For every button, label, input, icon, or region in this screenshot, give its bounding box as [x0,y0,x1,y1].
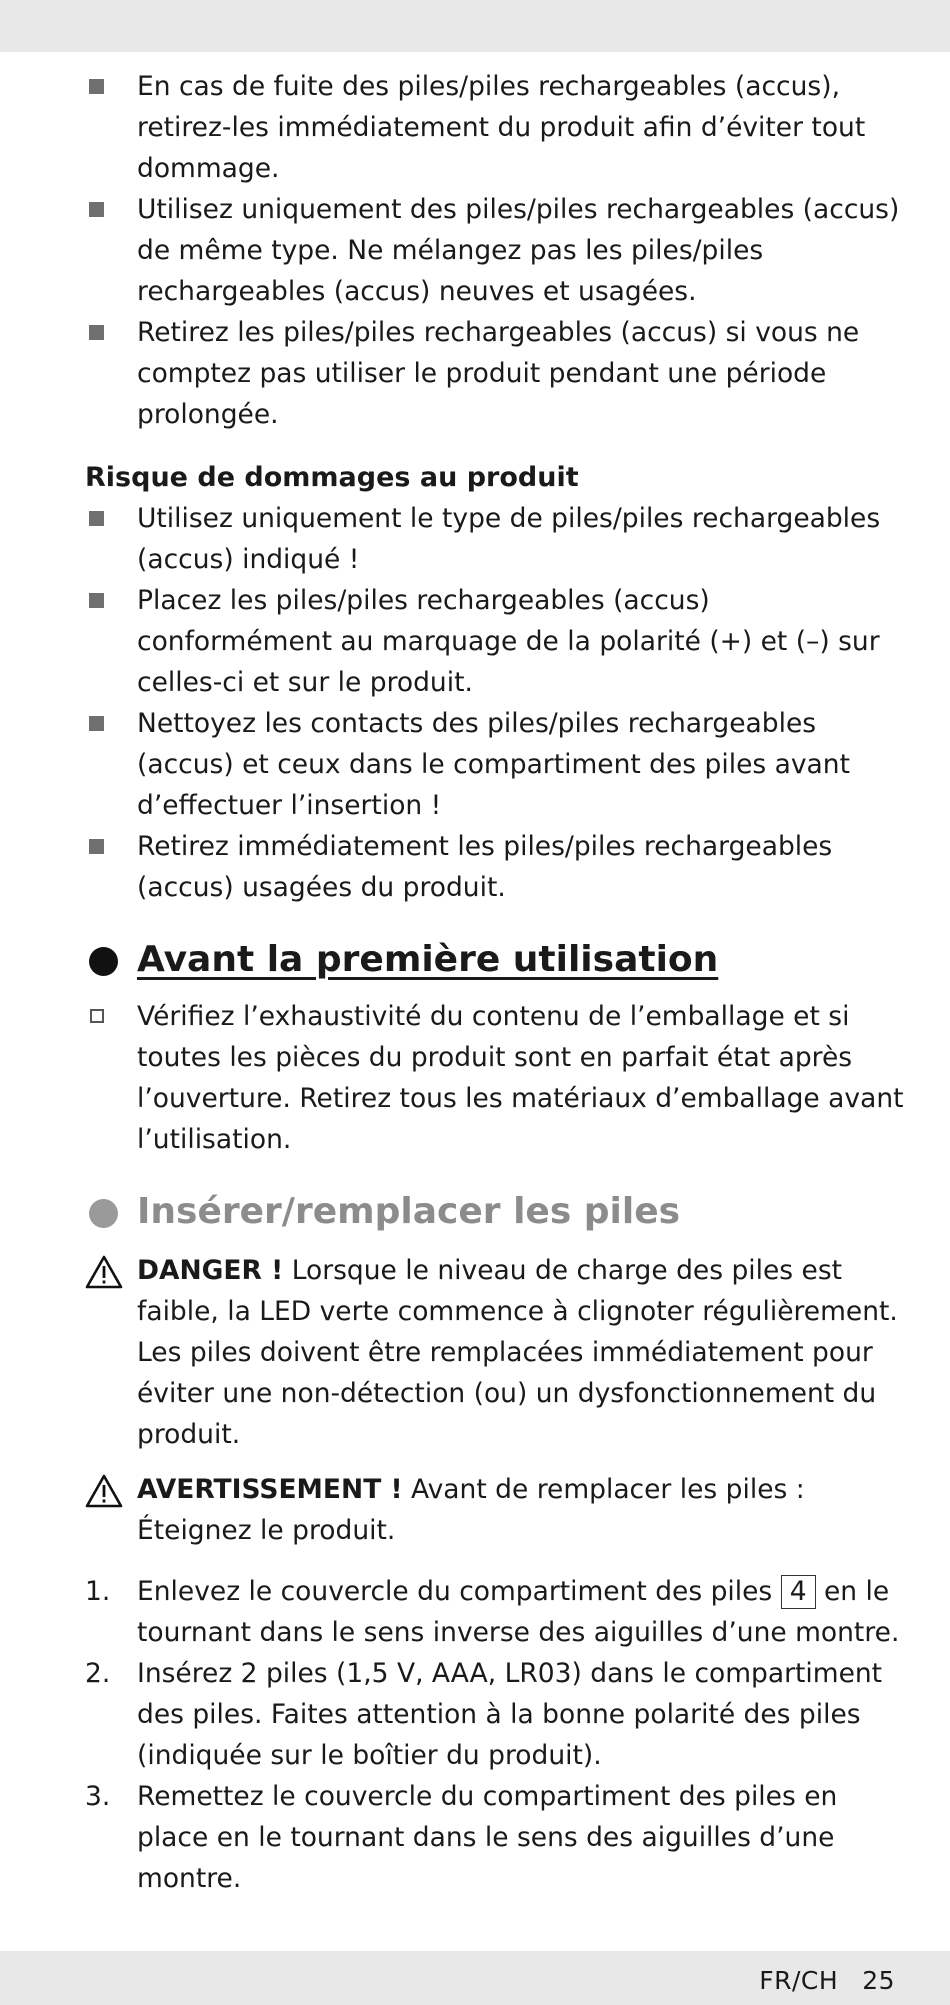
square-bullet-icon [89,79,104,94]
checkbox-icon [90,1009,104,1023]
step-text: en le tournant dans le sens inverse des aiguilles d’une montre. [137,1576,900,1648]
page-number: 25 [862,1966,895,1995]
list-item [85,826,905,908]
footer-section-label: FR/CH [759,1966,839,1995]
steps-list [85,1571,905,1899]
warning-triangle-icon [85,1255,123,1289]
page-footer [759,1966,895,1995]
square-bullet-icon [89,511,104,526]
page-content [85,66,905,1899]
square-bullet-icon [89,593,104,608]
step-item [85,1653,905,1776]
part-reference-box: 4 [781,1575,816,1609]
step-item [85,1571,905,1653]
list-item [85,189,905,312]
danger-label: DANGER ! [137,1255,284,1286]
square-bullet-icon [89,839,104,854]
bullet-text: Retirez immédiatement les piles/piles rechargeables (accus) usagées du produit. [137,831,833,903]
list-item [85,312,905,435]
list-item [85,580,905,703]
step-number: 2. [85,1658,111,1689]
step-text: Insérez 2 piles (1,5 V, AAA, LR03) dans le compartiment des piles. Faites attention à la bonne polarité des piles (indiquée sur le boîtier du produit). [137,1658,883,1771]
square-bullet-icon [89,202,104,217]
square-bullet-icon [89,716,104,731]
danger-text: Lorsque le niveau de charge des piles est faible, la LED verte commence à clignoter régulièrement. Les piles doivent être remplacées immédiatement pour éviter une non-détection (ou) un dysfonctionnement du produit. [137,1255,898,1450]
warning-triangle-icon [85,1474,123,1508]
step-text: Remettez le couvercle du compartiment des piles en place en le tournant dans le sens des aiguilles d’une montre. [137,1781,838,1894]
step-number: 3. [85,1781,111,1812]
bullet-text: Utilisez uniquement le type de piles/piles rechargeables (accus) indiqué ! [137,503,881,575]
top-margin-bar [0,0,950,52]
square-bullet-icon [89,325,104,340]
warning-text: Avant de remplacer les piles : Éteignez le produit. [137,1474,805,1546]
section-heading-batteries [85,1188,905,1236]
bullet-text: Nettoyez les contacts des piles/piles rechargeables (accus) et ceux dans le compartiment des piles avant d’effectuer l’insertion ! [137,708,850,821]
bullet-text: Utilisez uniquement des piles/piles rechargeables (accus) de même type. Ne mélangez pas les piles/piles rechargeables (accus) neuves et usagées. [137,194,900,307]
risk-heading: Risque de dommages au produit [85,462,579,493]
step-text: Enlevez le couvercle du compartiment des piles [137,1576,773,1607]
bullet-text: Retirez les piles/piles rechargeables (accus) si vous ne comptez pas utiliser le produit pendant une période prolongée. [137,317,860,430]
section-heading-first-use [85,936,905,984]
danger-notice [85,1250,905,1455]
bullet-text: En cas de fuite des piles/piles rechargeables (accus), retirez-les immédiatement du produit afin d’éviter tout dommage. [137,71,866,184]
list-item [85,498,905,580]
step-item [85,1776,905,1899]
step-number: 1. [85,1576,111,1607]
warning-label: AVERTISSEMENT ! [137,1474,403,1505]
section-title: Insérer/remplacer les piles [137,1191,681,1232]
warning-notice [85,1469,905,1551]
filled-circle-icon [89,1199,118,1228]
section-title: Avant la première utilisation [137,939,719,980]
list-item [85,703,905,826]
filled-circle-icon [89,947,118,976]
checklist-text: Vérifiez l’exhaustivité du contenu de l’emballage et si toutes les pièces du produit sont en parfait état après l’ouverture. Retirez tous les matériaux d’emballage avant l’utilisation. [137,1001,904,1155]
checklist-item [85,996,905,1160]
bullet-text: Placez les piles/piles rechargeables (accus) conformément au marquage de la polarité (+) et (–) sur celles-ci et sur le produit. [137,585,880,698]
list-item [85,66,905,189]
